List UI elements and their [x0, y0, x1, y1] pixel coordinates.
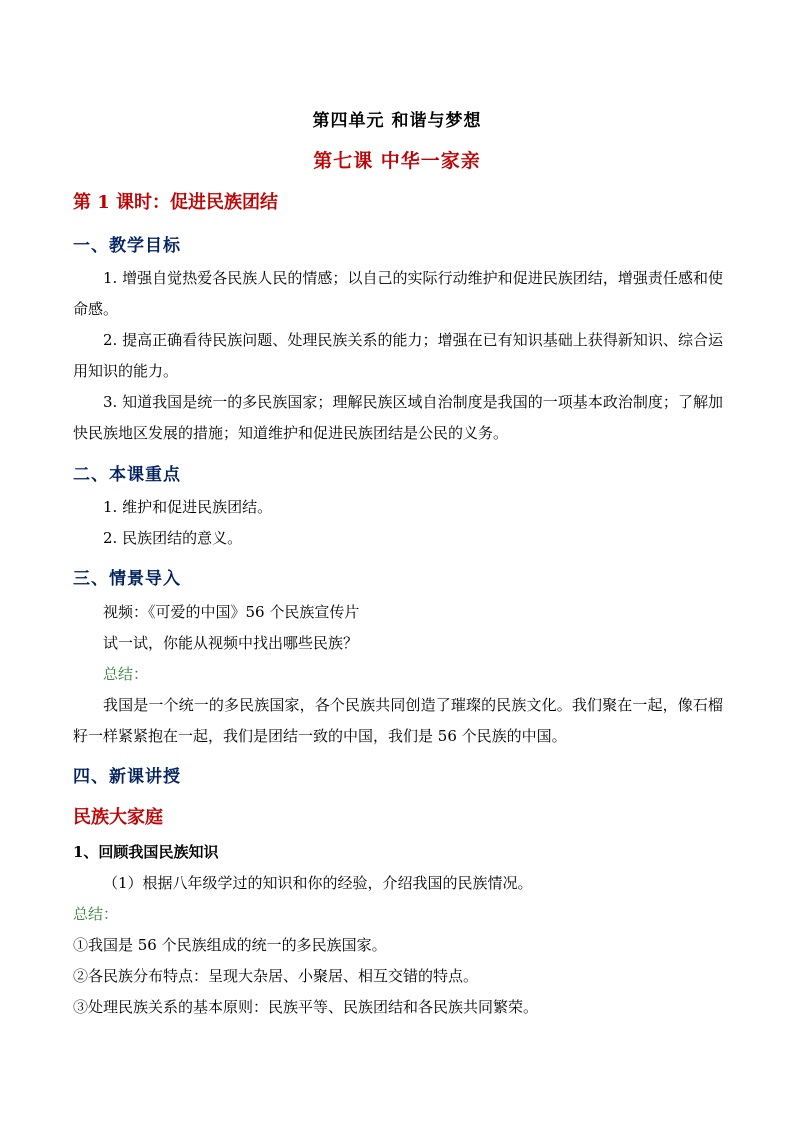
lesson-point-3: ③处理民族关系的基本原则：民族平等、民族团结和各民族共同繁荣。	[73, 998, 539, 1016]
objective-item-3: 3. 知道我国是统一的多民族国家；理解民族区域自治制度是我国的一项基本政治制度；了解加快民族地区发展的措施；知道维护和促进民族团结是公民的义务。	[73, 393, 723, 442]
period-title: 第 1 课时：促进民族团结	[73, 192, 279, 213]
unit-title: 第四单元 和谐与梦想	[312, 111, 482, 131]
objective-item-2: 2. 提高正确看待民族问题、处理民族关系的能力；增强在已有知识基础上获得新知识、综合运用知识的能力。	[73, 331, 723, 380]
lesson-question: （1）根据八年级学过的知识和你的经验，介绍我国的民族情况。	[103, 874, 533, 892]
intro-summary-text: 我国是一个统一的多民族国家，各个民族共同创造了璀璨的民族文化。我们聚在一起，像石榴籽一样紧紧抱在一起，我们是团结一致的中国，我们是 56 个民族的中国。	[73, 696, 723, 745]
intro-heading: 三、情景导入	[73, 569, 181, 589]
lesson-point-2: ②各民族分布特点：呈现大杂居、小聚居、相互交错的特点。	[73, 967, 479, 985]
new-lesson-heading: 四、新课讲授	[73, 767, 181, 787]
key-point-item-1: 1. 维护和促进民族团结。	[103, 498, 273, 516]
lesson-point-1: ①我国是 56 个民族组成的统一的多民族国家。	[73, 936, 387, 954]
new-lesson-subheading: 民族大家庭	[73, 807, 163, 828]
key-point-item-2: 2. 民族团结的意义。	[103, 529, 243, 547]
intro-try: 试一试，你能从视频中找出哪些民族？	[103, 634, 359, 652]
objective-item-1: 1. 增强自觉热爱各民族人民的情感；以自己的实际行动维护和促进民族团结，增强责任感和使命感。	[73, 269, 723, 318]
objectives-heading: 一、教学目标	[73, 236, 181, 256]
lesson-summary-label: 总结：	[73, 905, 119, 923]
key-points-heading: 二、本课重点	[73, 465, 181, 485]
intro-video: 视频：《可爱的中国》56 个民族宣传片	[103, 603, 360, 621]
part-title: 1、回顾我国民族知识	[73, 843, 219, 861]
lesson-title: 第七课 中华一家亲	[313, 150, 481, 172]
intro-summary-label: 总结：	[103, 665, 149, 683]
